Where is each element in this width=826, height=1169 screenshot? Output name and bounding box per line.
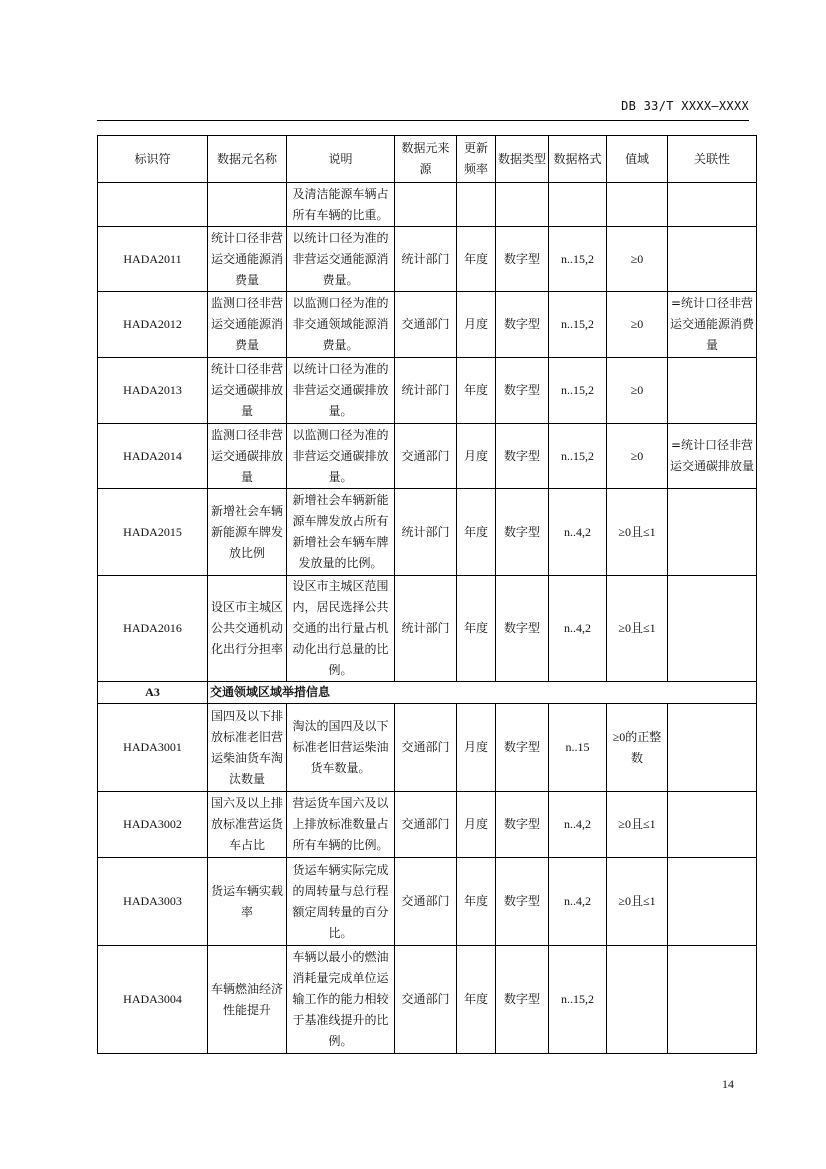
type-cell: 数字型	[496, 946, 549, 1054]
description-cell: 以监测口径为准的非交通领域能源消费量。	[287, 292, 395, 358]
type-cell: 数字型	[496, 358, 549, 424]
table-row	[98, 576, 757, 682]
table-row	[98, 227, 757, 292]
identifier-cell: HADA2016	[98, 576, 208, 682]
element-name-cell: 国四及以下排放标准老旧营运柴油货车淘汰数量	[208, 704, 287, 792]
description-cell: 营运货车国六及以上排放标准数量占所有车辆的比例。	[287, 792, 395, 858]
range-cell	[607, 946, 668, 1054]
element-name-cell: 统计口径非营运交通能源消费量	[208, 227, 287, 292]
format-cell: n..4,2	[549, 576, 607, 682]
relation-cell	[668, 576, 757, 682]
type-cell: 数字型	[496, 227, 549, 292]
data-element-table	[97, 135, 757, 1054]
table-row	[98, 424, 757, 489]
type-cell: 数字型	[496, 858, 549, 946]
format-cell: n..15	[549, 704, 607, 792]
identifier-cell: HADA2015	[98, 489, 208, 576]
format-cell: n..15,2	[549, 946, 607, 1054]
description-cell: 设区市主城区范围内，居民选择公共交通的出行量占机动化出行总量的比例。	[287, 576, 395, 682]
document-code: DB 33/T XXXX—XXXX	[621, 99, 749, 113]
description-cell: 以监测口径为准的非营运交通碳排放量。	[287, 424, 395, 489]
column-header: 数据格式	[549, 136, 607, 183]
frequency-cell: 年度	[457, 489, 496, 576]
range-cell: ≥0且≤1	[607, 858, 668, 946]
column-header: 标识符	[98, 136, 208, 183]
description-cell: 以统计口径为准的非营运交通能源消费量。	[287, 227, 395, 292]
section-code: A3	[98, 682, 208, 704]
range-cell: ≥0	[607, 424, 668, 489]
frequency-cell: 年度	[457, 576, 496, 682]
frequency-cell	[457, 183, 496, 227]
format-cell: n..15,2	[549, 292, 607, 358]
identifier-cell: HADA2014	[98, 424, 208, 489]
relation-cell	[668, 227, 757, 292]
frequency-cell: 月度	[457, 424, 496, 489]
page-number: 14	[722, 1077, 734, 1091]
relation-cell	[668, 792, 757, 858]
header-rule	[97, 120, 749, 121]
relation-cell	[668, 183, 757, 227]
source-cell: 交通部门	[395, 292, 457, 358]
type-cell: 数字型	[496, 424, 549, 489]
description-cell: 新增社会车辆新能源车牌发放占所有新增社会车辆车牌发放量的比例。	[287, 489, 395, 576]
type-cell	[496, 183, 549, 227]
element-name-cell: 车辆燃油经济性能提升	[208, 946, 287, 1054]
range-cell: ≥0且≤1	[607, 489, 668, 576]
frequency-cell: 年度	[457, 858, 496, 946]
relation-cell: =统计口径非营运交通能源消费量	[668, 292, 757, 358]
source-cell: 交通部门	[395, 858, 457, 946]
table-row	[98, 489, 757, 576]
description-cell: 车辆以最小的燃油消耗量完成单位运输工作的能力相较于基准线提升的比例。	[287, 946, 395, 1054]
frequency-cell: 年度	[457, 358, 496, 424]
table-row	[98, 704, 757, 792]
format-cell	[549, 183, 607, 227]
relation-cell	[668, 358, 757, 424]
element-name-cell: 监测口径非营运交通碳排放量	[208, 424, 287, 489]
table-row	[98, 183, 757, 227]
range-cell: ≥0	[607, 358, 668, 424]
frequency-cell: 月度	[457, 792, 496, 858]
identifier-cell: HADA2012	[98, 292, 208, 358]
identifier-cell: HADA3003	[98, 858, 208, 946]
section-row	[98, 682, 757, 704]
column-header: 说明	[287, 136, 395, 183]
table-header-row	[98, 136, 757, 183]
range-cell: ≥0且≤1	[607, 792, 668, 858]
section-title: 交通领域区域举措信息	[208, 682, 757, 704]
table-row	[98, 946, 757, 1054]
source-cell: 统计部门	[395, 227, 457, 292]
identifier-cell: HADA2011	[98, 227, 208, 292]
format-cell: n..4,2	[549, 489, 607, 576]
column-header: 值域	[607, 136, 668, 183]
source-cell: 交通部门	[395, 946, 457, 1054]
identifier-cell: HADA3001	[98, 704, 208, 792]
element-name-cell: 国六及以上排放标准营运货车占比	[208, 792, 287, 858]
table-row	[98, 792, 757, 858]
source-cell: 统计部门	[395, 489, 457, 576]
format-cell: n..15,2	[549, 424, 607, 489]
range-cell: ≥0且≤1	[607, 576, 668, 682]
frequency-cell: 月度	[457, 292, 496, 358]
type-cell: 数字型	[496, 576, 549, 682]
range-cell: ≥0	[607, 227, 668, 292]
column-header: 数据元名称	[208, 136, 287, 183]
type-cell: 数字型	[496, 792, 549, 858]
identifier-cell	[98, 183, 208, 227]
source-cell	[395, 183, 457, 227]
range-cell: ≥0	[607, 292, 668, 358]
element-name-cell: 统计口径非营运交通碳排放量	[208, 358, 287, 424]
element-name-cell: 设区市主城区公共交通机动化出行分担率	[208, 576, 287, 682]
table-row	[98, 358, 757, 424]
description-cell: 货运车辆实际完成的周转量与总行程额定周转量的百分比。	[287, 858, 395, 946]
source-cell: 统计部门	[395, 576, 457, 682]
source-cell: 交通部门	[395, 424, 457, 489]
identifier-cell: HADA2013	[98, 358, 208, 424]
relation-cell: =统计口径非营运交通碳排放量	[668, 424, 757, 489]
relation-cell	[668, 858, 757, 946]
column-header: 关联性	[668, 136, 757, 183]
table-row	[98, 292, 757, 358]
range-cell	[607, 183, 668, 227]
element-name-cell: 货运车辆实载率	[208, 858, 287, 946]
column-header: 数据元来源	[395, 136, 457, 183]
column-header: 数据类型	[496, 136, 549, 183]
description-cell: 以统计口径为准的非营运交通碳排放量。	[287, 358, 395, 424]
source-cell: 交通部门	[395, 792, 457, 858]
element-name-cell: 监测口径非营运交通能源消费量	[208, 292, 287, 358]
type-cell: 数字型	[496, 704, 549, 792]
format-cell: n..15,2	[549, 358, 607, 424]
type-cell: 数字型	[496, 489, 549, 576]
identifier-cell: HADA3004	[98, 946, 208, 1054]
format-cell: n..4,2	[549, 858, 607, 946]
type-cell: 数字型	[496, 292, 549, 358]
relation-cell	[668, 489, 757, 576]
element-name-cell	[208, 183, 287, 227]
relation-cell	[668, 946, 757, 1054]
description-cell: 淘汰的国四及以下标准老旧营运柴油货车数量。	[287, 704, 395, 792]
table-row	[98, 858, 757, 946]
column-header: 更新频率	[457, 136, 496, 183]
source-cell: 交通部门	[395, 704, 457, 792]
frequency-cell: 年度	[457, 946, 496, 1054]
element-name-cell: 新增社会车辆新能源车牌发放比例	[208, 489, 287, 576]
format-cell: n..15,2	[549, 227, 607, 292]
frequency-cell: 月度	[457, 704, 496, 792]
format-cell: n..4,2	[549, 792, 607, 858]
identifier-cell: HADA3002	[98, 792, 208, 858]
source-cell: 统计部门	[395, 358, 457, 424]
description-cell: 及清洁能源车辆占所有车辆的比重。	[287, 183, 395, 227]
frequency-cell: 年度	[457, 227, 496, 292]
relation-cell	[668, 704, 757, 792]
range-cell: ≥0的正整数	[607, 704, 668, 792]
